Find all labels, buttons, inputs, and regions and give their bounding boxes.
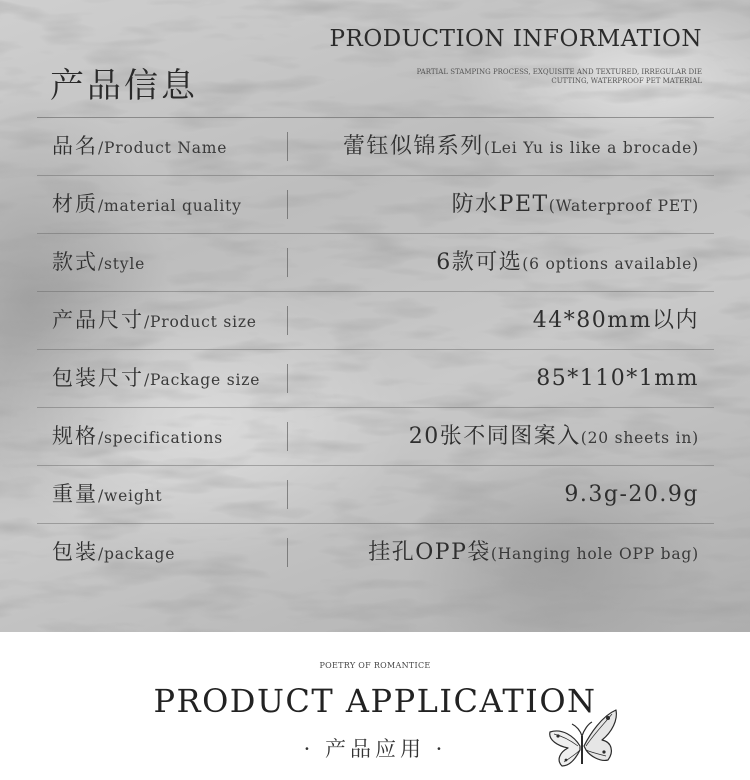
column-separator <box>287 132 288 161</box>
butterfly-icon <box>546 706 620 776</box>
spec-row-specifications <box>37 408 714 466</box>
column-separator <box>287 364 288 393</box>
spec-value: 9.3g-20.9g <box>564 482 699 507</box>
spec-value: 20张不同图案入(20 sheets in) <box>408 424 699 449</box>
spec-label: 规格/specifications <box>52 424 223 448</box>
spec-value: 蕾钰似锦系列(Lei Yu is like a brocade) <box>342 134 699 159</box>
spec-row-product-size <box>37 292 714 350</box>
spec-value: 6款可选(6 options available) <box>436 250 699 275</box>
spec-label: 包装/package <box>52 540 176 564</box>
spec-row-style <box>37 234 714 292</box>
spec-value: 44*80mm以内 <box>532 308 699 333</box>
column-separator <box>287 422 288 451</box>
spec-label: 包装尺寸/Package size <box>52 366 261 390</box>
column-separator <box>287 480 288 509</box>
heading-subtitle: PARTIAL STAMPING PROCESS, EXQUISITE AND TEXTURED, IRREGULAR DIE CUTTING, WATERPROOF PET MATERIAL <box>416 68 702 85</box>
column-separator <box>287 306 288 335</box>
spec-label: 品名/Product Name <box>52 134 228 158</box>
application-kicker: POETRY OF ROMANTICE <box>319 661 431 670</box>
spec-label: 产品尺寸/Product size <box>52 308 257 332</box>
spec-row-product-name <box>37 118 714 176</box>
spec-row-weight <box>37 466 714 524</box>
spec-value: 85*110*1mm <box>536 366 699 391</box>
application-title-cn: · 产品应用 · <box>303 737 447 761</box>
application-title: PRODUCT APPLICATION <box>153 682 597 720</box>
heading-product-info-cn: 产品信息 <box>50 66 198 106</box>
spec-value: 挂孔OPP袋(Hanging hole OPP bag) <box>368 540 699 565</box>
column-separator <box>287 190 288 219</box>
spec-row-material <box>37 176 714 234</box>
spec-label: 重量/weight <box>52 482 163 506</box>
spec-value: 防水PET(Waterproof PET) <box>451 192 699 217</box>
heading-production-information: PRODUCTION INFORMATION <box>329 26 702 52</box>
column-separator <box>287 248 288 277</box>
spec-label: 材质/material quality <box>52 192 242 216</box>
spec-row-package-size <box>37 350 714 408</box>
spec-label: 款式/style <box>52 250 146 274</box>
column-separator <box>287 538 288 567</box>
spec-row-package <box>37 524 714 581</box>
product-application-section <box>0 632 750 780</box>
